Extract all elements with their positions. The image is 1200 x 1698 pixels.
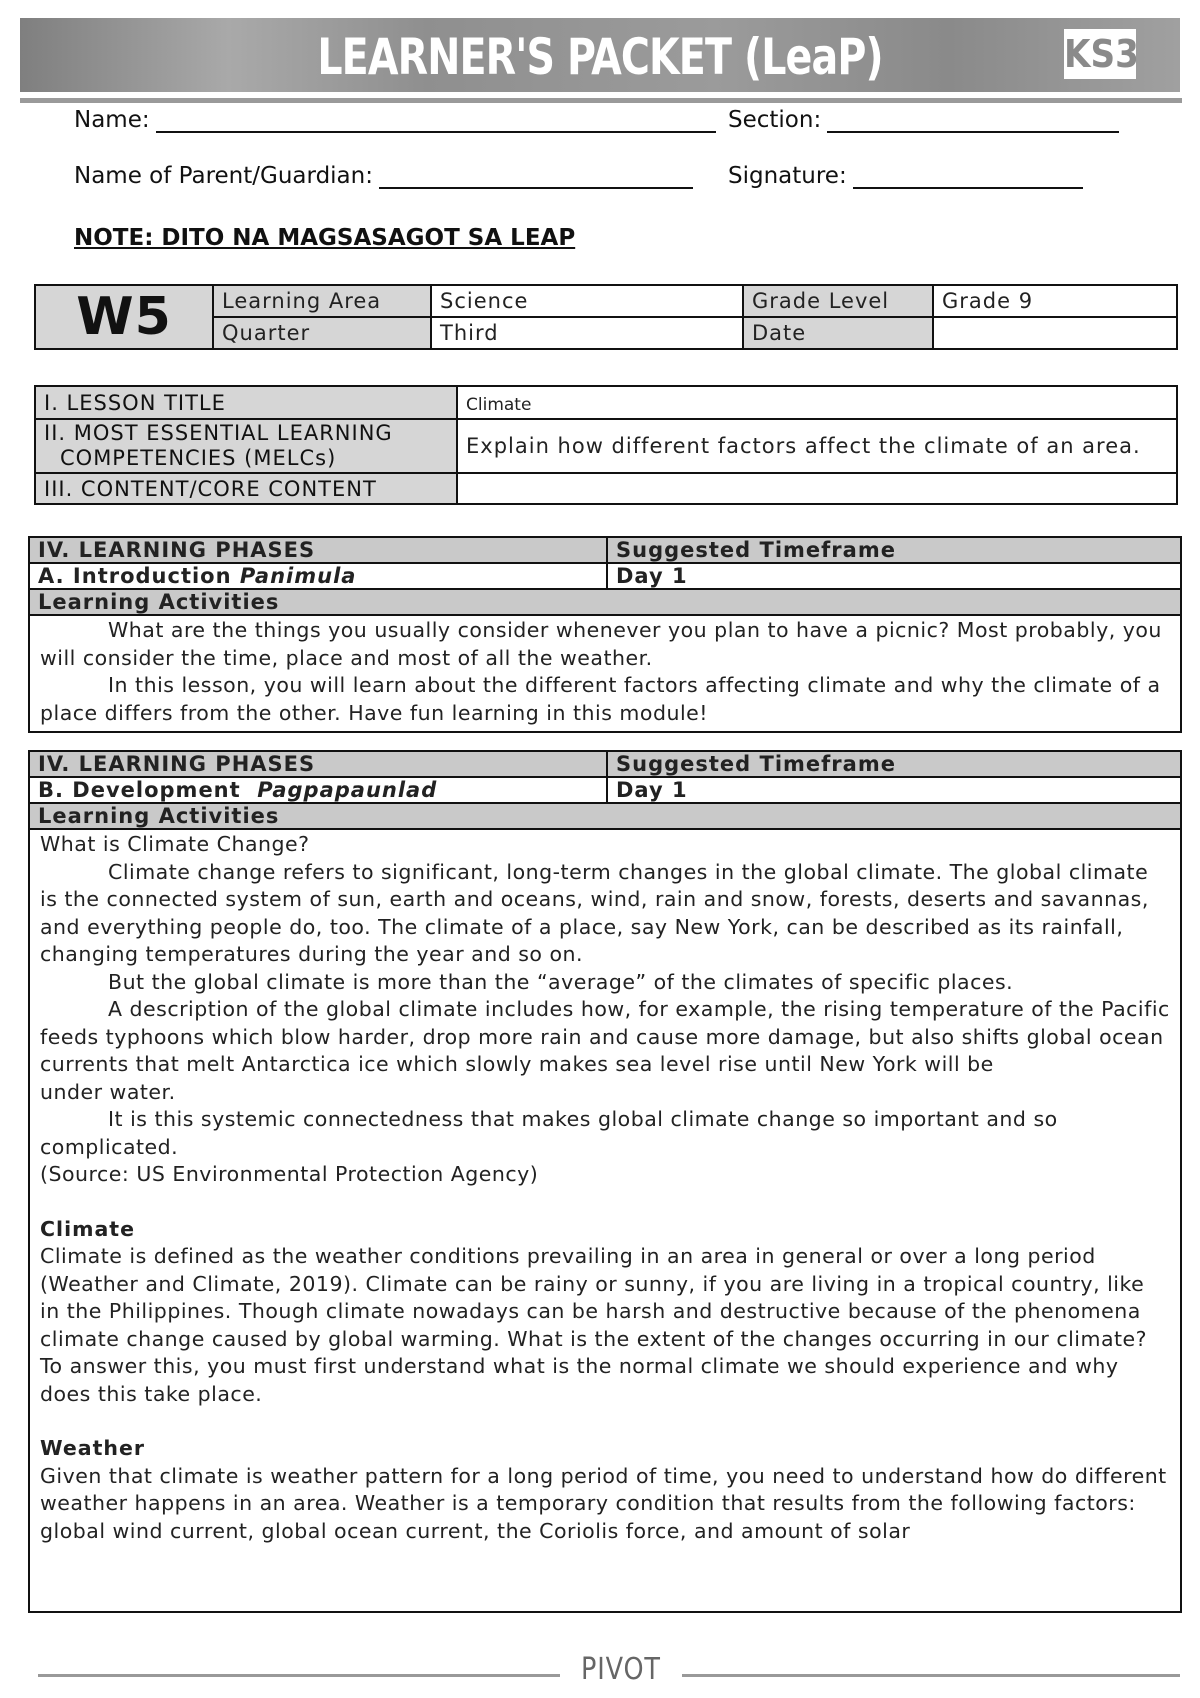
quarter-label: Quarter: [213, 317, 431, 349]
phase-a-name-text: A. Introduction: [38, 564, 232, 588]
parent-blank[interactable]: [379, 165, 693, 189]
lesson-title-text: Climate: [466, 394, 532, 415]
learning-area-value: Science: [431, 285, 743, 317]
section-blank[interactable]: [827, 109, 1119, 133]
phase-a-activities-label: Learning Activities: [29, 589, 1181, 615]
grade-level-value: Grade 9: [933, 285, 1177, 317]
paragraph-4: It is this systemic connectedness that makes global climate change so important and so complicated.: [40, 1107, 1058, 1159]
phase-b-table: [28, 750, 1182, 1613]
phase-a-paragraph: What are the things you usually consider whenever you plan to have a picnic? Most probably, you will consider the time, place and most of all the weather.: [40, 618, 1162, 670]
date-value[interactable]: [933, 317, 1177, 349]
parent-field[interactable]: [74, 163, 693, 189]
name-blank[interactable]: [156, 109, 716, 133]
phase-a-paragraph: In this lesson, you will learn about the different factors affecting climate and why the climate of a place differs from the other. Have fun learning in this module!: [40, 673, 1161, 725]
week-cell: W5: [35, 285, 213, 349]
weather-paragraph: Given that climate is weather pattern for a long period of time, you need to understand how do different weather happens in an area. Weather is a temporary condition that results from the following factors: global wind current, global ocean current, the Coriolis force, and amount of solar: [40, 1463, 1167, 1543]
phase-b-timeframe-label: Suggested Timeframe: [607, 751, 1181, 777]
grade-level-label: Grade Level: [743, 285, 933, 317]
phase-a-day: Day 1: [607, 563, 1181, 589]
name-label: Name:: [74, 107, 150, 133]
source-citation: (Source: US Environmental Protection Agency): [40, 1162, 539, 1186]
weather-heading: Weather: [40, 1436, 146, 1460]
climate-change-question: What is Climate Change?: [40, 832, 310, 856]
phase-b-name: [29, 777, 607, 803]
header-banner: [20, 18, 1180, 92]
paragraph-1: Climate change refers to significant, long-term changes in the global climate. The global climate is the connected system of sun, earth and oceans, wind, rain and snow, forests, deserts and savannas, and everything people do, too. The climate of a place, say New York, can be described as its rainfall,: [40, 859, 1149, 939]
page-footer: [0, 1652, 1200, 1688]
paragraph-3: A description of the global climate includes how, for example, the rising temperature of the Pacific feeds typhoons which blow harder, drop more rain and cause more damage, but also shifts global ocean currents that melt Antarctica ice which slowly makes sea level rise until New York will be: [40, 997, 1170, 1076]
footer-rule-right: [682, 1674, 1180, 1677]
date-label: Date: [743, 317, 933, 349]
phase-a-table: [28, 536, 1182, 733]
climate-heading: Climate: [40, 1216, 135, 1241]
content-label: III. CONTENT/CORE CONTENT: [35, 473, 457, 504]
section-label: Section:: [728, 107, 822, 133]
melc-label: [35, 419, 457, 473]
parent-label: Name of Parent/Guardian:: [74, 163, 373, 189]
climate-paragraph: Climate is defined as the weather conditions prevailing in an area in general or over a long period (Weather and Climate, 2019). Climate can be rainy or sunny, if you are living in a tropical country, like in the Philippines. Though climate nowadays can be harsh and destructive because of the phenomena climate change caused by global warming. What is the extent of the changes occurring in our climate? To answer this, you must first understand what is the normal climate we should experience and why does this take place.: [40, 1244, 1148, 1406]
phase-a-name: [29, 563, 607, 589]
lesson-table: [34, 385, 1178, 505]
key-stage-badge: KS3: [1064, 29, 1136, 79]
paragraph-1b: changing temperatures during the year and so on.: [40, 942, 584, 966]
pivot-logo: PIVOT: [581, 1652, 661, 1687]
phase-b-name-local: Pagpapaunlad: [257, 778, 438, 802]
paragraph-2: But the global climate is more than the “average” of the climates of specific places.: [108, 969, 1014, 994]
quarter-value: Third: [431, 317, 743, 349]
paragraph-3b: under water.: [40, 1079, 176, 1104]
phase-b-day: Day 1: [607, 777, 1181, 803]
section-field[interactable]: [728, 107, 1119, 133]
footer-rule-left: [38, 1674, 560, 1677]
lesson-title-value: [457, 386, 1177, 419]
phase-b-body: [29, 829, 1181, 1612]
signature-field[interactable]: [728, 163, 1083, 189]
melc-value: Explain how different factors affect the climate of an area.: [457, 419, 1177, 473]
phase-a-body: [29, 615, 1181, 732]
packet-title: LEARNER'S PACKET (LeaP): [317, 28, 883, 86]
phase-b-phases-label: IV. LEARNING PHASES: [29, 751, 607, 777]
melc-label-line2: COMPETENCIES (MELCs): [60, 446, 337, 470]
phase-b-activities-label: Learning Activities: [29, 803, 1181, 829]
name-field[interactable]: [74, 107, 716, 133]
phase-a-timeframe-label: Suggested Timeframe: [607, 537, 1181, 563]
header-divider: [20, 98, 1182, 103]
melc-label-line1: II. MOST ESSENTIAL LEARNING: [44, 421, 393, 445]
signature-label: Signature:: [728, 163, 847, 189]
answer-note: NOTE: DITO NA MAGSASAGOT SA LEAP: [74, 225, 576, 251]
content-value: [457, 473, 1177, 504]
phase-a-name-local: Panimula: [239, 564, 357, 588]
lesson-title-label: I. LESSON TITLE: [35, 386, 457, 419]
signature-blank[interactable]: [853, 165, 1083, 189]
learning-area-label: Learning Area: [213, 285, 431, 317]
phase-b-name-text: B. Development: [38, 778, 241, 802]
phase-a-phases-label: IV. LEARNING PHASES: [29, 537, 607, 563]
info-table: [34, 284, 1178, 350]
